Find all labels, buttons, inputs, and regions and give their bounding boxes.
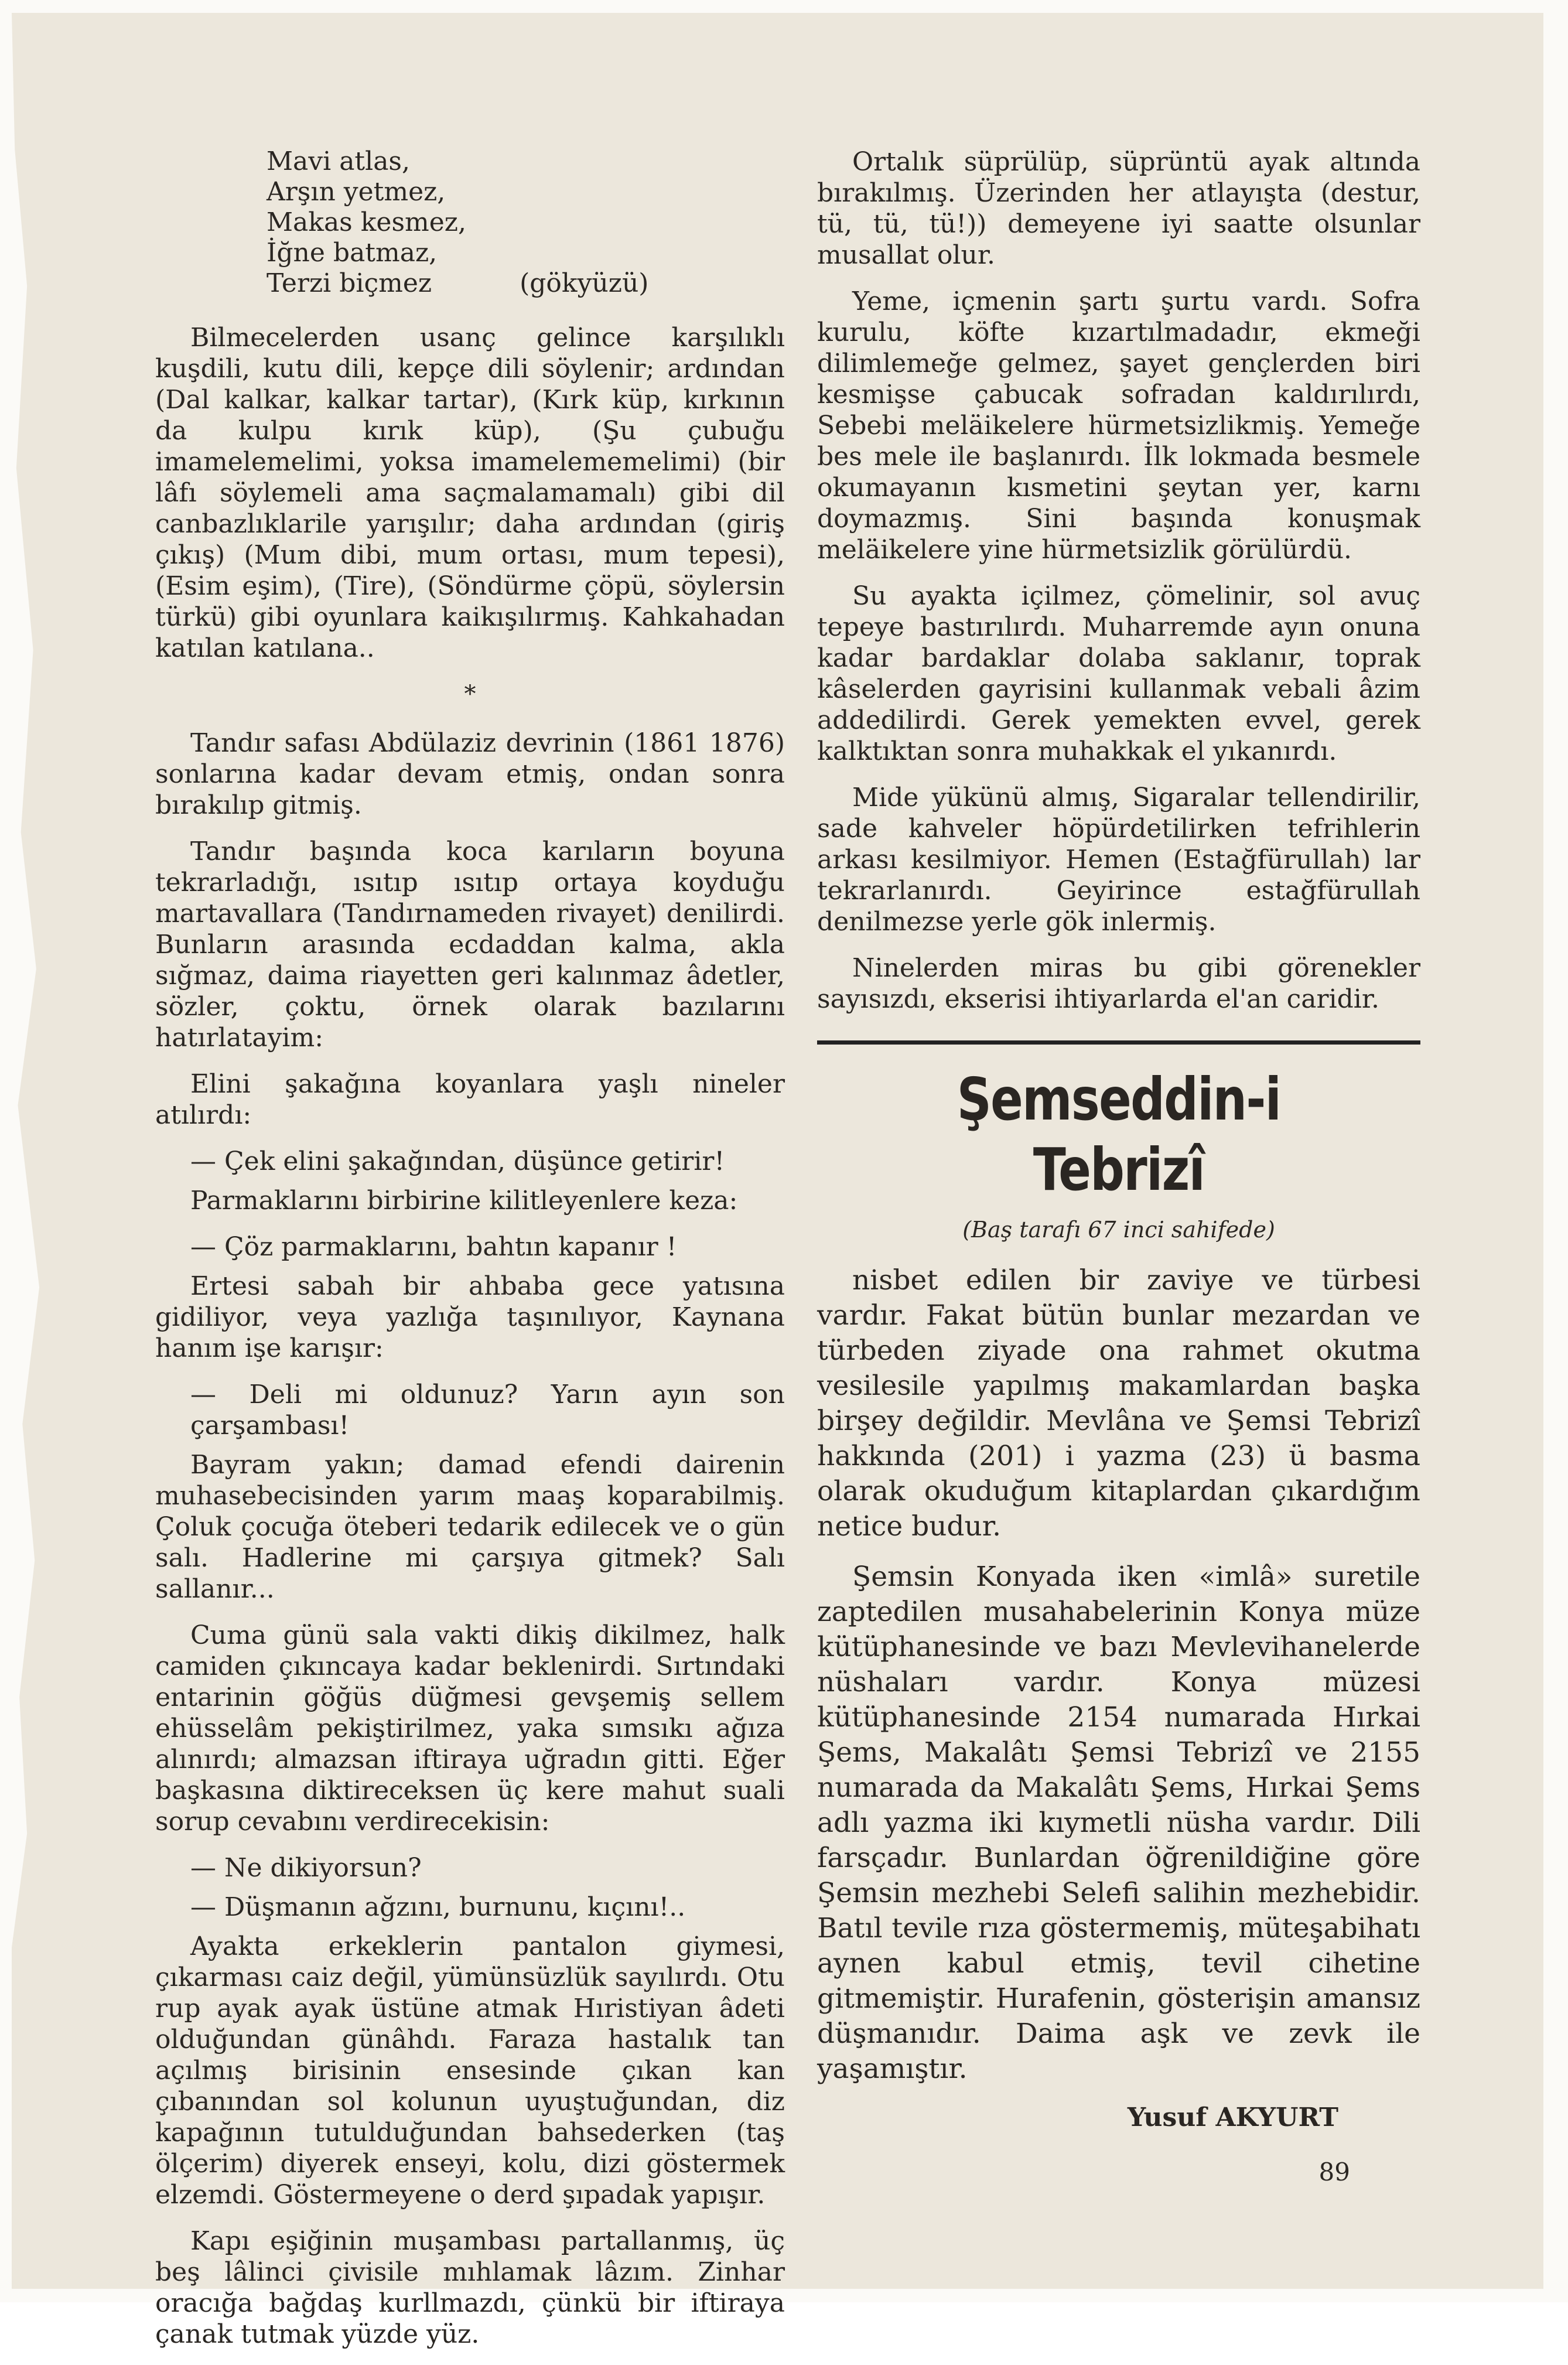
right-column bbox=[817, 146, 1420, 2187]
author-signature: Yusuf AKYURT bbox=[1127, 2103, 1338, 2132]
riddle-line: Terzi biçmez bbox=[267, 268, 432, 298]
dialogue-line: — Düşmanın ağzını, burnunu, kıçını!.. bbox=[190, 1892, 686, 1922]
paragraph: Şemsin Konyada iken «imlâ» suretile zaptedilen musahabelerinin Konya müze kütüphanesinde ve bazı Mevlevihanelerde nüshaları vardır. Konya müzesi kütüphanesinde 2154 numarada Hırkai Şems, Makalâtı Şemsi Tebrizî ve 2155 numarada da Makalâtı Şems, Hırkai Şems adlı yazma iki kıymetli nüsha vardır. Dili farsçadır. Bunlardan öğrenildiğine göre Şemsin mezhebi Selefi salihin mezhebidir. Batıl tevile rıza göstermemiş, müteşabihatı aynen kabul etmiş, tevil cihetine gitmemiştir. Hurafenin, gösterişin amansız düşmanıdır. Daima aşk ve zevk ile yaşamıştır. bbox=[817, 1561, 1420, 2085]
dialogue-line: — Deli mi oldunuz? Yarın ayın son çarşambası! bbox=[190, 1380, 785, 1441]
riddle-line-last bbox=[267, 268, 785, 299]
paragraph: nisbet edilen bir zaviye ve türbesi vardır. Fakat bütün bunlar mezardan ve türbeden ziyade ona rahmet okutma vesilesile yapılmış makamlardan başka birşey değildir. Mevlâna ve Şemsi Tebrizî hakkında (201) i yazma (23) ü basma olarak okuduğum kitaplardan çıkardığım netice budur. bbox=[817, 1264, 1420, 1542]
continuation-note: (Baş tarafı 67 inci sahifede) bbox=[962, 1217, 1275, 1243]
article-headline: Şemseddin-i Tebrizî bbox=[956, 1065, 1281, 1204]
dialogue-line: — Çek elini şakağından, düşünce getirir! bbox=[190, 1146, 725, 1176]
riddle-line: Mavi atlas, bbox=[267, 146, 410, 176]
riddle-verse bbox=[267, 146, 785, 299]
riddle-line: İğne batmaz, bbox=[267, 238, 438, 268]
paragraph: Ortalık süprülüp, süprüntü ayak altında bırakılmış. Üzerinden her atlayışta (destur, tü, tü, tü!)) demeyene iyi saatte olsunlar musallat olur. bbox=[817, 147, 1420, 270]
section-divider bbox=[817, 1040, 1420, 1045]
riddle-line: Arşın yetmez, bbox=[267, 177, 446, 207]
paragraph: Tandır başında koca karıların boyuna tekrarladığı, ısıtıp ısıtıp ortaya koyduğu martavallara (Tandırnameden rivayet) denilirdi. Bunların arasında ecdaddan kalma, akla sığmaz, daima riayetten geri kalınmaz âdetler, sözler, çoktu, örnek olarak bazılarını hatırlatayim: bbox=[155, 837, 785, 1053]
paragraph: Ayakta erkeklerin pantalon giymesi, çıkarması caiz değil, yümünsüzlük sayılırdı. Otu rup ayak ayak üstüne atmak Hıristiyan âdeti olduğundan günâhdı. Faraza hastalık tan açılmış birisinin ensesinde çıkan kan çıbanından sol kolunun uyuştuğundan, diz kapağının tutulduğundan bahsederken (taş ölçerim) diyerek enseyi, kolu, dizi göstermek elzemdi. Göstermeyene o derd şıpadak yapışır. bbox=[155, 1931, 785, 2210]
paragraph: Ninelerden miras bu gibi görenekler sayısızdı, ekserisi ihtiyarlarda el'an caridir. bbox=[817, 953, 1420, 1014]
paragraph: Kapı eşiğinin muşambası partallanmış, üç beş lâlinci çivisile mıhlamak lâzım. Zinhar oracığa bağdaş kurllmazdı, çünkü bir iftiraya çanak tutmak yüzde yüz. bbox=[155, 2226, 785, 2349]
paragraph: Elini şakağına koyanlara yaşlı nineler atılırdı: bbox=[155, 1069, 785, 1130]
paragraph: Ertesi sabah bir ahbaba gece yatısına gidiliyor, veya yazlığa taşınılıyor, Kaynana hanım işe karışır: bbox=[155, 1271, 785, 1363]
section-separator: * bbox=[464, 681, 476, 708]
paragraph: Yeme, içmenin şartı şurtu vardı. Sofra kurulu, köfte kızartılmadadır, ekmeği dilimlemeğe gelmez, şayet gençlerden biri kesmişse çabucak sofradan kaldırılırdı, Sebebi meläikelere hürmetsizlikmiş. Yemeğe bes mele ile başlanırdı. İlk lokmada besmele okumayanın kısmetini şeytan yer, karnı doymazmış. Sini başında konuşmak meläikelere yine hürmetsizlik görülürdü. bbox=[817, 286, 1420, 565]
dialogue-line: — Ne dikiyorsun? bbox=[190, 1853, 422, 1883]
page-number: 89 bbox=[1318, 2158, 1350, 2186]
paragraph: Bayram yakın; damad efendi dairenin muhasebecisinden yarım maaş koparabilmiş. Çoluk çocuğa öteberi tedarik edilecek ve o gün salı. Hadlerine mi çarşıya gitmek? Salı sallanır... bbox=[155, 1450, 785, 1604]
paragraph: Cuma günü sala vakti dikiş dikilmez, halk camiden çıkıncaya kadar beklenirdi. Sırtındaki entarinin göğüs düğmesi gevşemiş sellem ehüsselâm pekiştirilmez, yaka sımsıkı ağıza alınırdı; almazsan iftiraya uğradın gitti. Eğer başkasına diktireceksen üç kere mahut suali sorup cevabını verdirecekisin: bbox=[155, 1620, 785, 1837]
riddle-line: Makas kesmez, bbox=[267, 207, 466, 237]
left-column bbox=[155, 146, 785, 2365]
paragraph: Parmaklarını birbirine kilitleyenlere keza: bbox=[190, 1186, 738, 1216]
riddle-answer: (gökyüzü) bbox=[520, 268, 649, 298]
paragraph: Mide yükünü almış, Sigaralar tellendirilir, sade kahveler höpürdetilirken tefrihlerin arkası kesilmiyor. Hemen (Estağfürullah) lar tekrarlanırdı. Geyirince estağfürullah denilmezse yerle gök inlermiş. bbox=[817, 783, 1420, 937]
paragraph: Tandır safası Abdülaziz devrinin (1861 1876) sonlarına kadar devam etmiş, ondan sonra bırakılıp gitmiş. bbox=[155, 728, 785, 820]
dialogue-line: — Çöz parmaklarını, bahtın kapanır ! bbox=[190, 1232, 677, 1262]
paragraph: Su ayakta içilmez, çömelinir, sol avuç tepeye bastırılırdı. Muharremde ayın onuna kadar bardaklar dolaba saklanır, toprak kâselerden gayrisini kullanmak vebali âzim addedilirdi. Gerek yemekten evvel, gerek kalktıktan sonra muhakkak el yıkanırdı. bbox=[817, 581, 1420, 766]
paragraph: Bilmecelerden usanç gelince karşılıklı kuşdili, kutu dili, kepçe dili söylenir; ardından (Dal kalkar, kalkar tartar), (Kırk küp, kırkının da kulpu kırık küp), (Şu çubuğu imamelemelimi, yoksa imamelememelimi) (bir lâfı söylemeli ama saçmalamamalı) gibi dil canbazlıklarile yarışılır; daha ardından (giriş çıkış) (Mum dibi, mum ortası, mum tepesi), (Esim eşim), (Tire), (Söndürme çöpü, söylersin türkü) gibi oyunlara kaikışılırmış. Kahkahadan katılan katılana.. bbox=[155, 323, 785, 663]
